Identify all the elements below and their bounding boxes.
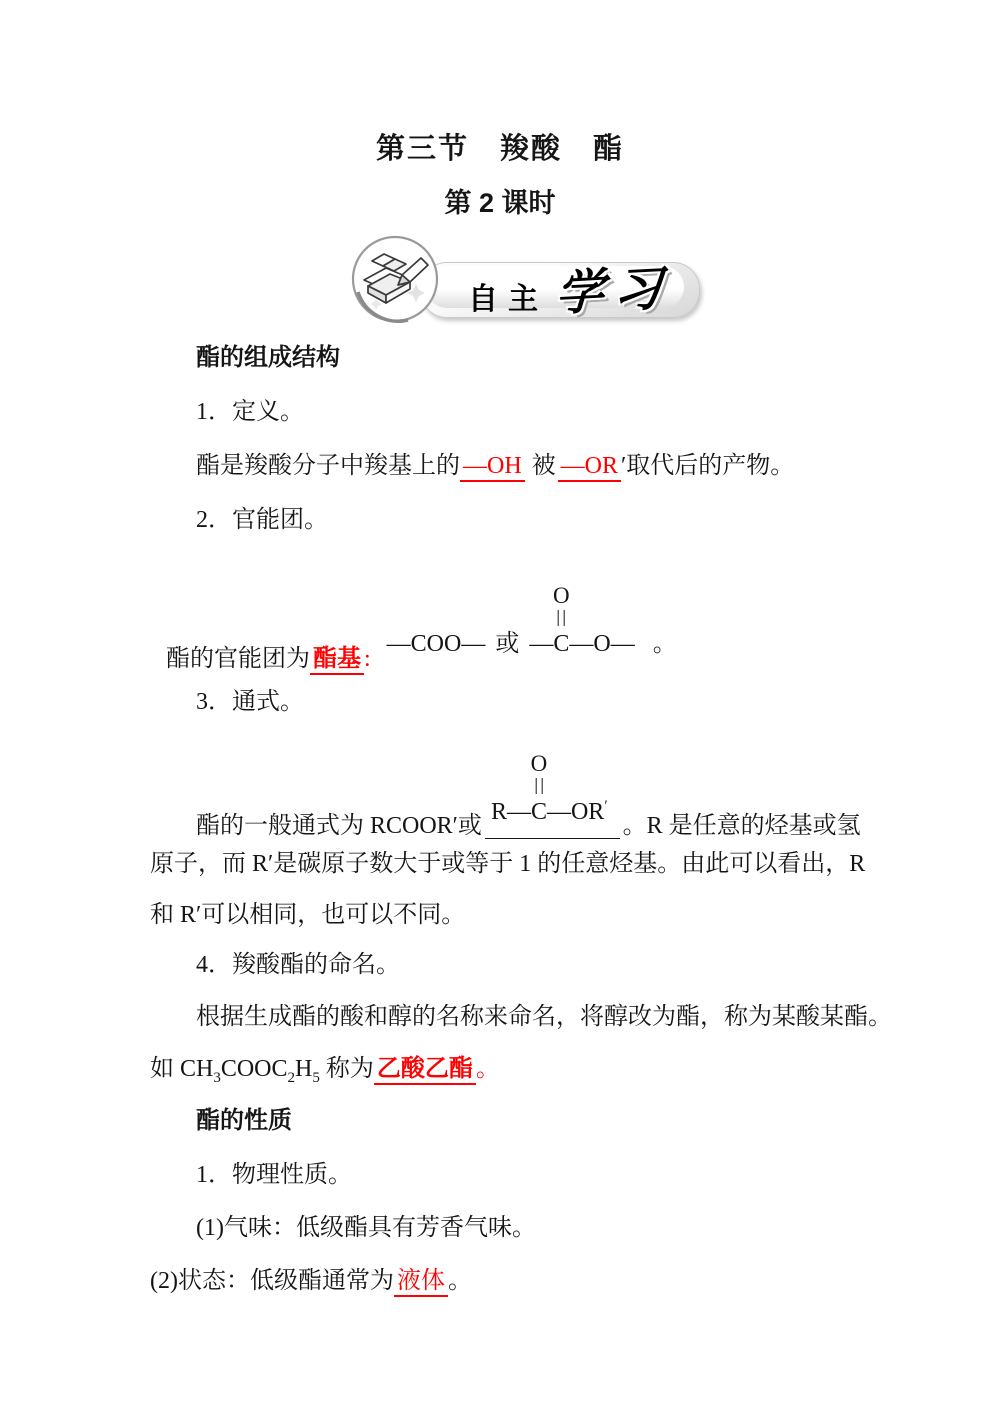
odor-line: (1)气味：低级酯具有芳香气味。 [196,1215,536,1241]
banner-label-bold: 自主 [468,283,548,316]
carbon-with-carbonyl [553,583,570,660]
formula-subscript: 2 [287,1069,296,1086]
item-physical-properties: 1．物理性质。 [196,1162,352,1188]
carbonyl-oxygen [553,584,570,626]
double-bond-icon [535,778,542,794]
answer-blank-liquid: 液体 [394,1268,448,1297]
definition-pre: 酯是羧酸分子中羧基上的 [196,453,460,479]
carbon-atom: C [553,631,570,657]
naming-pre: 如 [150,1056,180,1082]
formula-part: CH [180,1056,214,1082]
general-formula-line2: 原子，而 R′是碳原子数大于或等于 1 的任意烃基。由此可以看出，R [150,851,866,877]
page-title: 第三节 羧酸 酯 [375,133,624,165]
ester-formula [180,1056,320,1086]
carbonyl-oxygen [531,752,548,794]
naming-mid: 称为 [319,1056,374,1082]
answer-blank-esterg: 酯基 [310,646,364,675]
fg-pre: 酯的官能团为 [166,646,310,672]
section1-heading: 酯的组成结构 [196,344,340,371]
general-formula-line [150,751,906,842]
definition-post: 取代后的产物。 [626,453,795,479]
state-line [150,1265,860,1297]
fg-colon: : [364,646,371,672]
prime-mark: ′ [604,798,608,814]
naming-rule-line: 根据生成酯的酸和醇的名称来命名，将醇改为酯，称为某酸某酯。 [196,1004,892,1030]
carbon-atom: C [530,799,547,825]
naming-example-line [150,1053,860,1085]
state-period: 。 [447,1268,472,1294]
functional-group-line [150,583,876,675]
item-general-formula: 3．通式。 [196,689,304,715]
definition-line [150,450,906,482]
answer-blank-or: —OR [558,453,621,482]
self-study-banner [350,234,695,324]
bond-right: —O— [569,631,635,657]
item-functional-group: 2．官能团。 [196,507,328,533]
answer-blank-oh: —OH [460,453,525,482]
state-pre: (2)状态：低级酯通常为 [150,1268,394,1294]
fg-period: 。 [652,631,677,657]
coo-formula: —COO— [386,631,486,657]
or-word: 或 [495,631,520,657]
formula-part: COOC [220,1056,288,1082]
gf-post: 。R 是任意的烃基或氢 [622,813,861,839]
bond-left: — [529,631,554,657]
or-right: —OR [546,799,605,825]
item-definition: 1．定义。 [196,399,304,425]
prime-mark: ′ [621,453,627,479]
definition-mid: 被 [531,453,556,479]
rcoor-structural-formula [485,751,620,839]
double-bond-icon [558,610,565,626]
section2-heading: 酯的性质 [196,1107,292,1134]
item-naming: 4．羧酸酯的命名。 [196,952,400,978]
naming-period: 。 [475,1056,500,1082]
structural-formula [529,583,635,657]
page-subtitle: 第 2 课时 [444,188,556,218]
formula-subscript: 3 [213,1069,221,1086]
books-pencil-icon [350,234,440,324]
carbon-with-carbonyl [530,751,548,828]
formula-subscript: 5 [312,1069,320,1086]
oxygen-atom: O [530,751,548,776]
ester-group-formulas [386,583,677,660]
gf-pre: 酯的一般通式为 RCOOR′或 [196,813,482,839]
answer-blank-ethyl-acetate: 乙酸乙酯 [374,1056,476,1085]
formula-part: H [295,1056,313,1082]
r-left: R— [490,799,531,825]
general-formula-line3: 和 R′可以相同，也可以不同。 [150,902,466,928]
banner-label-script: 学习 [554,259,674,323]
oxygen-atom: O [553,583,570,608]
